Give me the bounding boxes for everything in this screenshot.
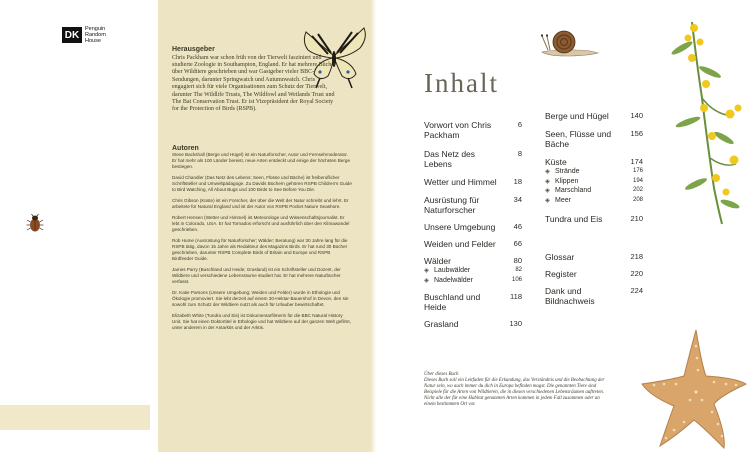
toc-bullet-icon: ◈ (545, 196, 550, 204)
toc-bullet-icon: ◈ (424, 276, 429, 284)
toc-bullet-icon: ◈ (545, 187, 550, 194)
toc-bullet-icon: ◈ (424, 267, 429, 274)
toc-page-number: 34 (513, 195, 522, 204)
author-entry: Rob Hume (Ausrüstung für Naturforscher; Wälder; Beratung) war 30 Jahre lang für die RSPB tätig, davon 15 Jahre als Redakteur des Magazins Birds. Er hat rund 30 Bücher geschrieben, darunter RSPB Complete Birds of Britain and Europe und RSPB Birdfeeder Guide. (172, 238, 348, 261)
toc-entry[interactable] (545, 157, 643, 167)
toc-page-number: 6 (517, 120, 522, 129)
toc-page-number: 194 (632, 177, 643, 184)
author-entry: Chris Gibson (Küste) ist ein Forscher, der über die Welt der Natur schreibt und lehrt. Er arbeitete für Natural England und ist der Autor von RSPB Pocket Nature Seashore. (172, 198, 349, 209)
page-title: Inhalt (424, 68, 499, 98)
toc-page-number: 210 (630, 214, 643, 223)
toc-label: Küste (545, 157, 567, 167)
toc-label: Meer (555, 196, 571, 204)
toc-entry[interactable] (545, 129, 643, 149)
toc-subentry[interactable] (545, 196, 643, 206)
toc-label: Grasland (424, 319, 459, 329)
toc-page-number: 218 (630, 252, 643, 261)
publisher-logo (62, 26, 113, 44)
starfish-image (640, 326, 750, 452)
toc-entry[interactable] (424, 292, 522, 312)
publisher-section (172, 46, 338, 114)
publisher-bio: Chris Packham war schon früh von der Tierwelt fasziniert und studierte Zoologie in Southampton, England. Er hat mehrere Bücher über Wildtiere geschrieben und war Gastgeber vieler BBC-Sendungen, darunter Springwatch und Autumnwatch. Chris engagiert sich für viele Organisationen zum Schutz der Tierwelt, darunter The Wildlife Trusts, The Wildfowl and Wetlands Trust und The Bat Conservation Trust. Er ist Vizepräsident der Royal Society for the Protection of Birds (RSPB). (172, 54, 336, 113)
toc-label: Vorwort von Chris Packham (424, 120, 492, 140)
toc-page-number: 8 (517, 149, 522, 158)
author-entry: James Parry (Buschland und Heide; Grasland) ist ein Schriftsteller und Dozent, der Wildtiere und verschiedene Lebensräume studiert hat. Er hat mehrere Naturbücher verfasst. (172, 267, 341, 284)
toc-entry[interactable] (424, 319, 522, 329)
toc-subentry[interactable] (545, 177, 643, 187)
snail-image (536, 22, 600, 58)
toc-label: Klippen (555, 177, 579, 185)
toc-page-number: 18 (513, 177, 522, 186)
toc-subentry[interactable] (424, 266, 522, 276)
toc-entry[interactable] (424, 239, 522, 249)
toc-page-number: 66 (513, 239, 522, 248)
toc-label: Dank und Bildnachweis (545, 286, 595, 306)
toc-bullet-icon: ◈ (545, 168, 550, 175)
toc-page-number: 202 (632, 187, 643, 193)
toc-label: Seen, Flüsse und Bäche (545, 129, 612, 149)
author-entry: Steve Backshall (Berge und Hügel) ist ein Naturforscher, Autor und Fernsehmoderator. Er hat mehr als 100 Länder bereist, neue Arten entdeckt und einige der höchsten Berge bestiegen. (172, 152, 350, 169)
toc-bullet-icon: ◈ (545, 177, 550, 185)
beetle-image (24, 213, 46, 235)
author-entry: David Chandler (Das Netz des Lebens; Seen, Flüsse und Bäche) ist freiberuflicher Schriftsteller und Umweltpädagoge. Zu Davids Büchern gehören RSPB Children's Guide to Bird Watching, All About Bugs und 100 Birds to See Before You Die. (172, 175, 352, 192)
toc-page-number: 46 (513, 222, 522, 231)
toc-label: Tundra und Eis (545, 214, 603, 224)
publisher-heading: Herausgeber (172, 46, 215, 53)
toc-label: Weiden und Felder (424, 239, 496, 249)
toc-label: Register (545, 269, 577, 279)
author-entry: Robert Hensen (Wetter und Himmel) ist Meteorologe und Wissenschaftsjournalist. Er lebt in Colorado, USA. Er hat Tornados erforscht und ausführlich über den Klimawandel geschrieben. (172, 215, 350, 232)
about-heading: Über dieses Buch (424, 372, 459, 377)
toc-label: Berge und Hügel (545, 111, 609, 121)
about-text: Dieses Buch soll ein Leitfaden für die Erkundung, das Verständnis und die Beobachtung der Natur sein, wo auch immer du dich in Europa befinden magst. Die genannten Tiere sind Beispiele für die Arten von Wildtieren, die in diesen verschiedenen Lebensräumen auftreten. Nicht alle der für eine Habitat genannten Arten kommen in jedem Fall zusammen oder an einem bestimmten Ort vor. (424, 377, 605, 407)
toc-entry[interactable] (545, 269, 643, 279)
toc-page-number: 174 (630, 157, 643, 166)
toc-entry[interactable] (424, 177, 522, 187)
publisher-name: Penguin Random House (85, 26, 106, 44)
toc-page-number: 176 (632, 168, 643, 174)
toc-column-1 (424, 120, 522, 329)
yellow-flower-image (652, 18, 748, 228)
toc-page-number: 106 (511, 276, 522, 283)
authors-heading: Autoren (172, 145, 199, 152)
toc-entry[interactable] (424, 256, 522, 266)
toc-entry[interactable] (545, 214, 643, 224)
toc-page-number: 118 (510, 292, 522, 301)
toc-page-number: 220 (630, 269, 643, 278)
toc-entry[interactable] (424, 120, 522, 140)
toc-subentry[interactable] (424, 276, 522, 286)
toc-page-number: 130 (509, 319, 522, 328)
toc-entry[interactable] (545, 111, 643, 121)
toc-label: Wetter und Himmel (424, 177, 497, 187)
decorative-strip (0, 405, 150, 430)
toc-label: Laubwälder (434, 267, 471, 274)
toc-label: Wälder (424, 256, 451, 266)
toc-label: Ausrüstung für Naturforscher (424, 195, 480, 215)
toc-entry[interactable] (545, 286, 643, 306)
toc-page-number: 82 (515, 267, 522, 273)
toc-entry[interactable] (424, 195, 522, 215)
toc-label: Nadelwälder (434, 276, 473, 284)
author-entry: Elizabeth White (Tundra und Eis) ist Dokumentarfilmerin für die BBC Natural History Unit. Sie hat einen Doktortitel in Ethologie und hat Wildtiere auf der ganzen Welt gefilmt, unter anderem in der Antarktis und der Arktis. (172, 313, 351, 330)
toc-subentry[interactable] (545, 167, 643, 177)
toc-page-number: 140 (630, 111, 643, 120)
toc-entry[interactable] (424, 149, 522, 169)
toc-page-number: 208 (632, 196, 643, 203)
toc-label: Glossar (545, 252, 575, 262)
toc-entry[interactable] (545, 252, 643, 262)
toc-page-number: 224 (630, 286, 643, 295)
toc-entry[interactable] (424, 222, 522, 232)
toc-page-number: 156 (630, 129, 643, 138)
dk-logo-icon: DK (62, 27, 82, 43)
authors-section (172, 146, 352, 336)
toc-label: Buschland und Heide (424, 292, 481, 312)
toc-label: Unsere Umgebung (424, 222, 496, 232)
toc-label: Strände (555, 168, 580, 175)
toc-page-number: 80 (513, 256, 522, 265)
toc-column-2 (545, 111, 643, 306)
author-entry: Dr. Katie Parsons (Unsere Umgebung; Weiden und Felder) wurde in Ethologie und Ökologie promoviert. Sie lebt derzeit auf einem 30-Hektar-Bauernhof in Devon, den sie sowohl zum Schutz der Wildtiere nutzt als auch für Urlauber bewirtschaftet. (172, 290, 349, 307)
about-section (424, 372, 610, 407)
toc-label: Das Netz des Lebens (424, 149, 476, 169)
toc-subentry[interactable] (545, 186, 643, 196)
toc-label: Marschland (555, 187, 592, 194)
